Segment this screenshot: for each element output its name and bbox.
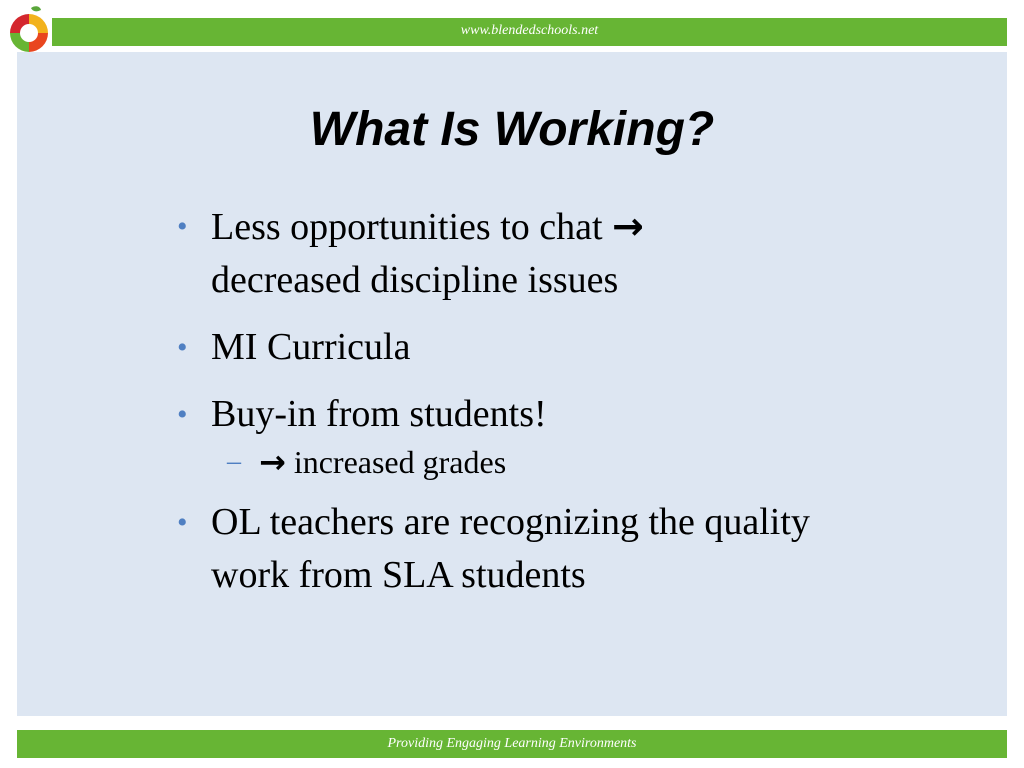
bullet-item	[177, 321, 837, 374]
bullet-marker: •	[177, 331, 188, 364]
bullet-text: OL teachers are recognizing the quality work from SLA students	[211, 501, 810, 596]
sub-bullet-item	[177, 442, 837, 482]
bullet-marker: •	[177, 506, 188, 539]
bullet-text-continued: decreased discipline issues	[211, 259, 619, 301]
bullet-list	[177, 200, 837, 616]
right-arrow-icon: →	[612, 204, 644, 248]
slide-title: What Is Working?	[309, 103, 715, 156]
right-arrow-icon: →	[259, 443, 286, 481]
sub-bullet-marker: –	[227, 446, 241, 477]
bullet-text: MI Curricula	[211, 326, 411, 368]
bullet-text: Buy-in from students!	[211, 393, 547, 435]
slide-content	[17, 52, 1007, 716]
bullet-text: Less opportunities to chat	[211, 206, 613, 248]
footer-tagline: Providing Engaging Learning Environments	[387, 736, 637, 751]
header-bar	[52, 18, 1007, 46]
bullet-marker: •	[177, 398, 188, 431]
bullet-item	[177, 496, 837, 602]
sub-bullet-text: increased grades	[285, 444, 507, 480]
bullet-item	[177, 388, 837, 441]
blendedschools-logo-icon	[4, 4, 54, 56]
header-url: www.blendedschools.net	[460, 23, 599, 38]
footer-bar	[17, 730, 1007, 758]
bullet-item	[177, 200, 837, 307]
bullet-marker: •	[177, 210, 188, 243]
